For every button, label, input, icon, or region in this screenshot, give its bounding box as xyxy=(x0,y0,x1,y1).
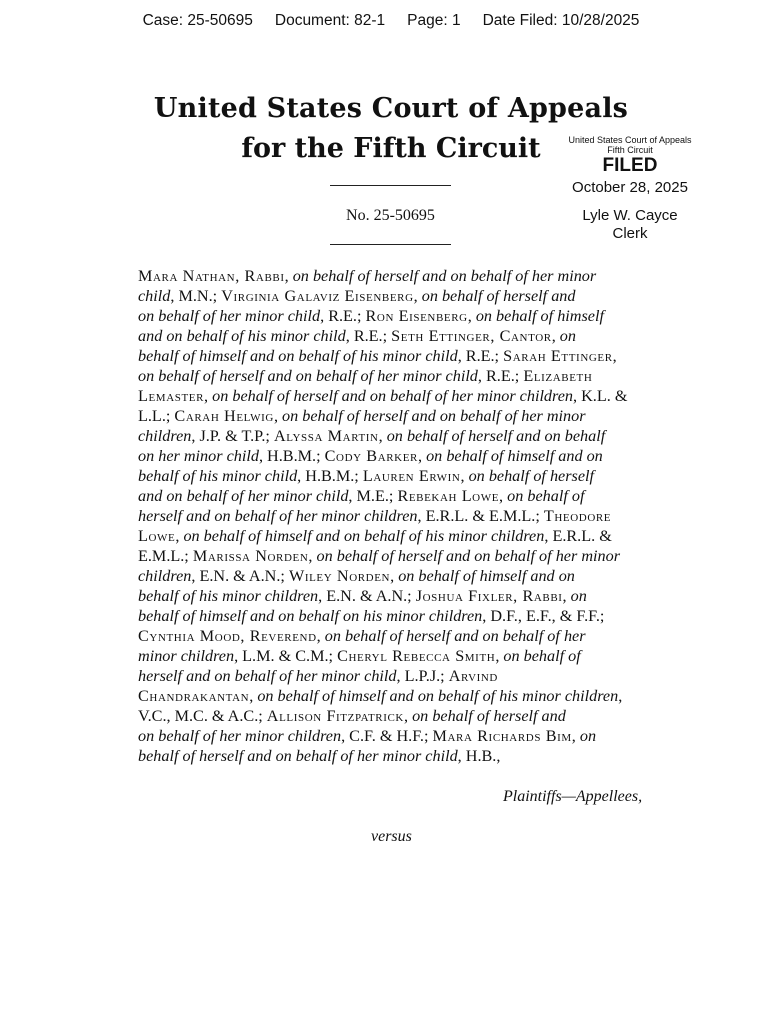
clerk-title: Clerk xyxy=(612,225,648,242)
party-initials: , xyxy=(562,587,571,605)
party-capacity: behalf of his minor children xyxy=(138,587,319,605)
caption-line xyxy=(138,286,658,306)
party-capacity: on behalf of herself and xyxy=(421,287,576,305)
party-initials: , L.P.J.; xyxy=(396,667,449,685)
party-name: Elizabeth xyxy=(523,367,593,385)
caption-line xyxy=(138,506,658,526)
party-name: Rebekah Lowe xyxy=(397,487,500,505)
party-capacity: on xyxy=(570,587,587,605)
party-initials: V.C., M.C. & A.C.; xyxy=(138,707,267,725)
party-name: Wiley Norden xyxy=(288,567,391,585)
caption-line xyxy=(138,486,658,506)
caption-line xyxy=(138,426,658,446)
party-initials: , E.N. & A.N.; xyxy=(191,567,289,585)
caption-line xyxy=(138,306,658,326)
caption-line xyxy=(138,466,658,486)
case-caption-parties xyxy=(138,266,658,766)
party-initials: , xyxy=(460,467,469,485)
party-initials: , R.E.; xyxy=(457,347,504,365)
party-name: Lauren Erwin xyxy=(362,467,461,485)
party-initials: E.M.L.; xyxy=(138,547,193,565)
party-initials: , xyxy=(551,327,560,345)
party-capacity: on behalf of xyxy=(507,487,585,505)
party-capacity: on behalf of herself and on behalf of her xyxy=(324,627,586,645)
clerk-block xyxy=(560,207,700,243)
party-initials: , xyxy=(204,387,213,405)
party-capacity: on behalf of herself xyxy=(468,467,595,485)
caption-line xyxy=(138,626,658,646)
clerk-name: Lyle W. Cayce xyxy=(582,207,678,224)
party-capacity: on behalf of herself and on behalf xyxy=(386,427,606,445)
date-filed: Date Filed: 10/28/2025 xyxy=(482,12,640,29)
party-capacity: on behalf of herself and on behalf of her minor children xyxy=(212,387,574,405)
party-initials: , D.F., E.F., & F.F.; xyxy=(482,607,605,625)
party-name: Sarah Ettinger xyxy=(503,347,613,365)
party-capacity: behalf of herself and on behalf of her minor child xyxy=(138,747,458,765)
caption-line xyxy=(138,366,658,386)
party-capacity: on behalf of xyxy=(503,647,581,665)
party-name: Cody Barker xyxy=(324,447,418,465)
caption-line xyxy=(138,346,658,366)
party-capacity: on behalf of himself xyxy=(475,307,604,325)
party-initials: , R.E.; xyxy=(477,367,524,385)
party-capacity: on behalf of her minor child xyxy=(138,307,321,325)
party-initials: , xyxy=(467,307,476,325)
party-capacity: and on behalf of his minor child xyxy=(138,327,346,345)
party-capacity: on behalf of herself and on behalf of her minor xyxy=(282,407,586,425)
party-initials: , R.E.; xyxy=(345,327,392,345)
caption-line xyxy=(138,586,658,606)
party-initials: , M.N.; xyxy=(170,287,222,305)
party-initials: , H.B., xyxy=(457,747,501,765)
party-name: Virginia Galaviz Eisenberg xyxy=(221,287,414,305)
caption-line xyxy=(138,666,658,686)
party-capacity: on behalf of himself and on xyxy=(426,447,603,465)
party-initials: , xyxy=(499,487,508,505)
caption-line xyxy=(138,746,658,766)
party-name: Carah Helwig xyxy=(174,407,274,425)
party-name: Joshua Fixler, Rabbi xyxy=(415,587,563,605)
party-initials: , K.L. & xyxy=(573,387,628,405)
party-capacity: on xyxy=(579,727,597,745)
party-name: Ron Eisenberg xyxy=(365,307,468,325)
party-role: Plaintiffs—Appellees, xyxy=(503,788,643,805)
party-initials: , xyxy=(618,687,623,705)
caption-line xyxy=(138,686,658,706)
stamp-court-line1: United States Court of Appeals xyxy=(568,135,692,145)
caption-line xyxy=(138,566,658,586)
party-initials: , xyxy=(495,647,504,665)
party-name: Alyssa Martin xyxy=(273,427,379,445)
party-capacity: behalf of his minor child xyxy=(138,467,298,485)
party-initials: , xyxy=(413,287,422,305)
party-initials: , C.F. & H.F.; xyxy=(341,727,433,745)
party-initials: , H.B.M.; xyxy=(258,447,325,465)
party-initials: , xyxy=(378,427,387,445)
party-name: Chandrakantan xyxy=(138,687,250,705)
caption-line xyxy=(138,386,658,406)
party-initials: , xyxy=(403,707,413,725)
party-name: Marissa Norden xyxy=(192,547,309,565)
party-initials: , xyxy=(273,407,283,425)
party-capacity: and on behalf of her minor child xyxy=(138,487,349,505)
court-title-line2: for the Fifth Circuit xyxy=(241,133,541,164)
party-capacity: on behalf of herself and on behalf of her minor xyxy=(316,547,620,565)
party-capacity: behalf of himself and on behalf on his minor children xyxy=(138,607,483,625)
party-initials: , xyxy=(417,447,427,465)
caption-line xyxy=(138,326,658,346)
versus-label: versus xyxy=(371,828,412,845)
party-initials: , xyxy=(612,347,617,365)
party-initials: , J.P. & T.P.; xyxy=(191,427,274,445)
party-capacity: herself and on behalf of her minor child xyxy=(138,667,397,685)
filed-status: FILED xyxy=(602,155,658,176)
case-number: Case: 25-50695 xyxy=(142,12,253,29)
party-initials: , xyxy=(308,547,317,565)
caption-line xyxy=(138,446,658,466)
caption-line xyxy=(138,706,658,726)
filed-date: October 28, 2025 xyxy=(572,179,688,196)
party-capacity: children xyxy=(138,427,192,445)
party-name: Arvind xyxy=(448,667,498,685)
party-name: Cynthia Mood, Reverend xyxy=(138,627,317,645)
party-initials: , M.E.; xyxy=(348,487,398,505)
party-capacity: on behalf of himself and on xyxy=(398,567,575,585)
party-initials: , E.R.L. & xyxy=(544,527,612,545)
party-capacity: children xyxy=(138,567,192,585)
party-initials: , xyxy=(390,567,399,585)
party-capacity: on behalf of himself and on behalf of his minor children xyxy=(183,527,545,545)
party-name: Lemaster xyxy=(138,387,205,405)
caption-line xyxy=(138,726,658,746)
party-initials: , H.B.M.; xyxy=(297,467,363,485)
party-initials: , E.N. & A.N.; xyxy=(318,587,416,605)
document-number: Document: 82-1 xyxy=(274,12,386,29)
caption-line xyxy=(138,646,658,666)
party-initials: , xyxy=(175,527,184,545)
page-number: Page: 1 xyxy=(407,12,461,29)
party-initials: , E.R.L. & E.M.L.; xyxy=(417,507,544,525)
pacer-header xyxy=(0,12,782,30)
caption-line xyxy=(138,266,658,286)
party-capacity: minor children xyxy=(138,647,235,665)
party-initials: L.L.; xyxy=(138,407,175,425)
divider-top xyxy=(330,185,451,186)
docket-number: No. 25-50695 xyxy=(346,207,435,224)
caption-line xyxy=(138,526,658,546)
party-capacity: on her minor child xyxy=(138,447,259,465)
party-capacity: on behalf of her minor children xyxy=(138,727,342,745)
caption-line xyxy=(138,406,658,426)
party-initials: , xyxy=(571,727,580,745)
stamp-court-line2: Fifth Circuit xyxy=(607,145,653,155)
party-capacity: behalf of himself and on behalf of his minor child xyxy=(138,347,458,365)
party-name: Theodore xyxy=(543,507,612,525)
party-name: Allison Fitzpatrick xyxy=(266,707,404,725)
court-title-line1: United States Court of Appeals xyxy=(153,93,629,124)
party-capacity: child xyxy=(138,287,171,305)
party-name: Lowe xyxy=(138,527,176,545)
party-capacity: on behalf of himself and on behalf of his minor children xyxy=(257,687,619,705)
caption-line xyxy=(138,606,658,626)
party-initials: , xyxy=(316,627,325,645)
party-capacity: on behalf of herself and on behalf of her minor child xyxy=(138,367,478,385)
party-initials: , xyxy=(284,267,293,285)
filed-stamp-court xyxy=(560,135,700,155)
party-initials: , R.E.; xyxy=(320,307,366,325)
party-initials: , xyxy=(249,687,258,705)
party-capacity: on xyxy=(559,327,576,345)
party-capacity: herself and on behalf of her minor children xyxy=(138,507,418,525)
party-capacity: on behalf of herself and on behalf of her minor xyxy=(292,267,597,285)
party-name: Mara Nathan, Rabbi xyxy=(138,267,285,285)
divider-bottom xyxy=(330,244,451,245)
party-name: Mara Richards Bim xyxy=(432,727,572,745)
caption-line xyxy=(138,546,658,566)
party-name: Cheryl Rebecca Smith xyxy=(337,647,496,665)
party-initials: , L.M. & C.M.; xyxy=(234,647,338,665)
party-name: Seth Ettinger, Cantor xyxy=(391,327,552,345)
party-capacity: on behalf of herself and xyxy=(412,707,566,725)
